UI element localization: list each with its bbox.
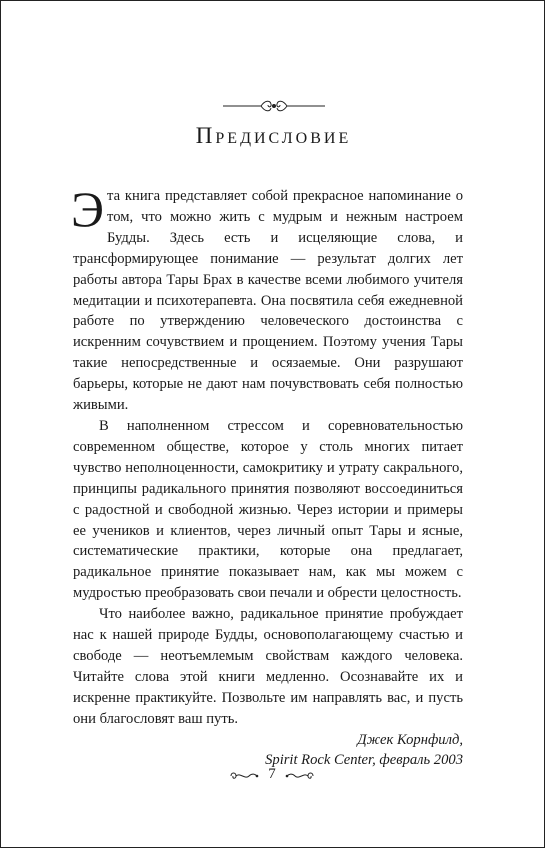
signature-name: Джек Корнфилд,	[357, 731, 463, 748]
flourish-ornament-icon	[223, 99, 325, 113]
swirl-ornament-right-icon	[285, 770, 315, 782]
page-footer	[1, 766, 546, 786]
paragraph-3: Что наиболее важно, радикальное принятие пробуждает нас к нашей природе Будды, основополагающему счастью и свободе — неотъемлемым свойствам каждого человека. Читайте слова этой книги медленно. Осознавайте их и искренне практикуйте. Позвольте им направлять вас, и пусть они благословят ваш путь.	[73, 606, 463, 727]
signature-place-date: Spirit Rock Center, февраль 2003	[265, 752, 463, 769]
paragraph-1-text: та книга представляет собой прекрасное напоминание о том, что можно жить с мудрым и нежным настроем Будды. Здесь есть и исцеляющие слова, и трансформирующее понимание — результат долгих лет работы автора Тары Брах в качестве всеми любимого учителя медитации и психотерапевта. Она посвятила себя ежедневной работе по утверждению человеческого достоинства с искренним сочувствием и прощением. Поэтому учения Тары такие непосредственные и осязаемые. Они разрушают барьеры, которые не дают нам почувствовать себя полностью живыми.	[73, 188, 463, 414]
body-text	[71, 181, 463, 771]
drop-cap: Э	[71, 181, 105, 237]
page-number: 7	[268, 766, 276, 782]
paragraph-2: В наполненном стрессом и соревновательностью современном обществе, которое у столь многих питает чувство неполноценности, самокритику и утрату сакрального, принципы радикального принятия позволяют воссоединиться с радостной и свободной жизнью. Через истории и примеры ее учеников и клиентов, через личный опыт Тары и ясные, систематические практики, которые она предлагает, радикальное принятие показывает нам, как мы можем с мудростью преобразовать свои печали и обрести целостность.	[73, 417, 463, 602]
swirl-ornament-left-icon	[229, 770, 259, 782]
chapter-title: Предисловие	[195, 123, 352, 148]
paragraph-1	[71, 181, 463, 416]
